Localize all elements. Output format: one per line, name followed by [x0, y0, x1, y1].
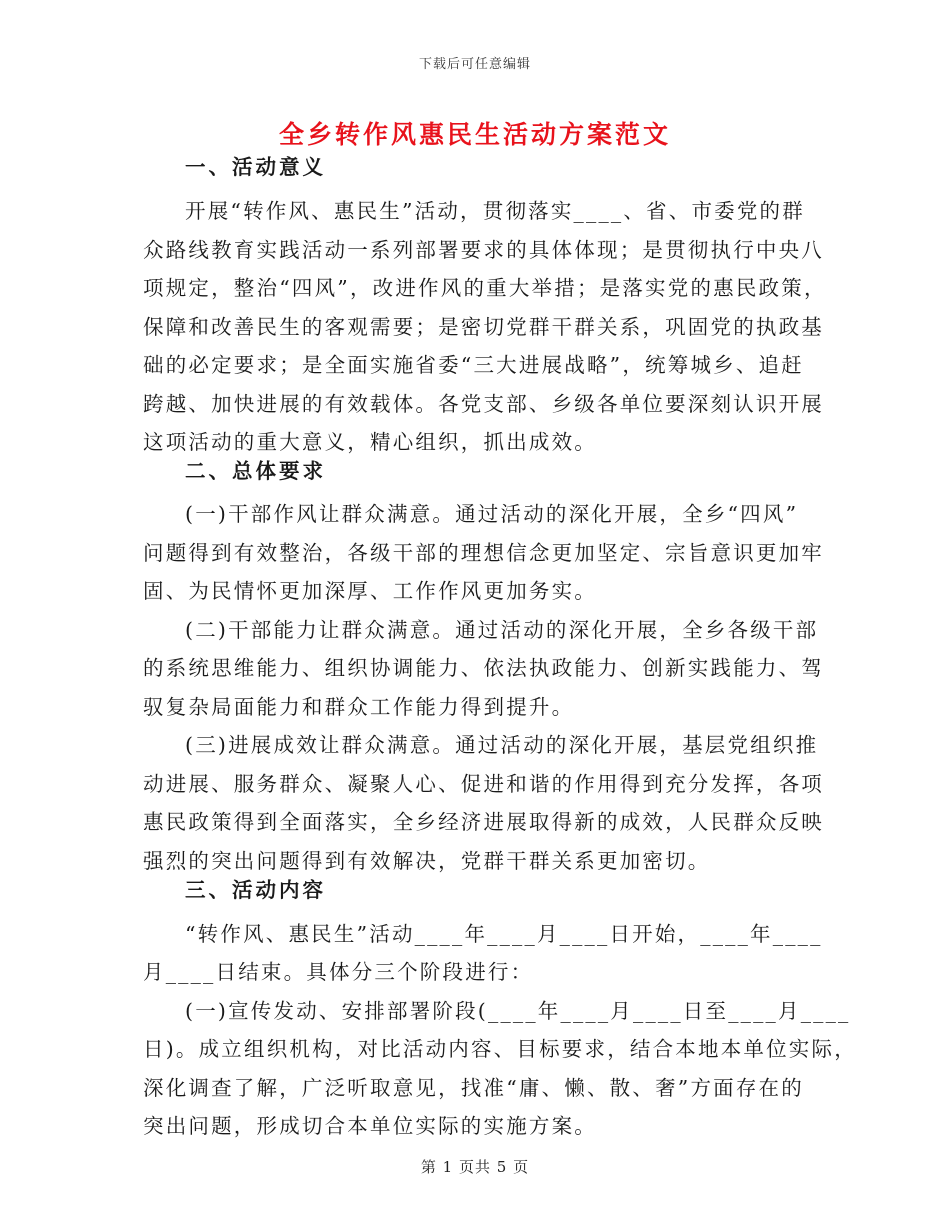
paragraph-line: (一)宣传发动、安排部署阶段(____年____月____日至____月____: [185, 999, 851, 1023]
paragraph-line: 项规定，整治“四风”，改进作风的重大举措；是落实党的惠民政策，: [143, 276, 827, 300]
paragraph-line: 深化调查了解，广泛听取意见，找准“庸、懒、散、奢”方面存在的: [143, 1076, 804, 1100]
paragraph-line: (二)干部能力让群众满意。通过活动的深化开展，全乡各级干部: [185, 618, 819, 642]
paragraph-line: (三)进展成效让群众满意。通过活动的深化开展，基层党组织推: [185, 733, 819, 757]
section-heading-2: 二、总体要求: [185, 459, 326, 483]
paragraph-line: (一)干部作风让群众满意。通过活动的深化开展，全乡“四风”: [185, 502, 799, 526]
paragraph-line: 强烈的突出问题得到有效解决，党群干群关系更加密切。: [143, 849, 711, 873]
paragraph-line: 问题得到有效整治，各级干部的理想信念更加坚定、宗旨意识更加牢: [143, 541, 824, 565]
paragraph-line: 动进展、服务群众、凝聚人心、促进和谐的作用得到充分发挥，各项: [143, 772, 824, 796]
page-number-footer: 第 1 页共 5 页: [420, 1158, 530, 1176]
paragraph-line: 础的必定要求；是全面实施省委“三大进展战略”，统筹城乡、追赶: [143, 353, 804, 377]
section-heading-1: 一、活动意义: [185, 155, 326, 179]
paragraph-line: 日)。成立组织机构，对比活动内容、目标要求，结合本地本单位实际，: [143, 1037, 857, 1061]
paragraph-line: 开展“转作风、惠民生”活动，贯彻落实____、省、市委党的群: [185, 199, 805, 223]
document-title: 全乡转作风惠民生活动方案范文: [278, 120, 671, 149]
paragraph-line: 突出问题，形成切合本单位实际的实施方案。: [143, 1114, 597, 1138]
paragraph-line: 的系统思维能力、组织协调能力、依法执政能力、创新实践能力、驾: [143, 656, 824, 680]
header-note: 下载后可任意编辑: [418, 57, 531, 72]
paragraph-line: 众路线教育实践活动一系列部署要求的具体体现；是贯彻执行中央八: [143, 238, 824, 262]
section-heading-3: 三、活动内容: [185, 878, 326, 902]
paragraph-line: 固、为民情怀更加深厚、工作作风更加务实。: [143, 579, 597, 603]
paragraph-line: 这项活动的重大意义，精心组织，抓出成效。: [143, 430, 597, 454]
paragraph-line: 保障和改善民生的客观需要；是密切党群干群关系，巩固党的执政基: [143, 315, 824, 339]
paragraph-line: 月____日结束。具体分三个阶段进行：: [143, 960, 534, 984]
paragraph-line: “转作风、惠民生”活动____年____月____日开始，____年____: [185, 922, 823, 946]
paragraph-line: 跨越、加快进展的有效载体。各党支部、乡级各单位要深刻认识开展: [143, 392, 824, 416]
paragraph-line: 惠民政策得到全面落实，全乡经济进展取得新的成效，人民群众反映: [143, 810, 824, 834]
paragraph-line: 驭复杂局面能力和群众工作能力得到提升。: [143, 695, 575, 719]
